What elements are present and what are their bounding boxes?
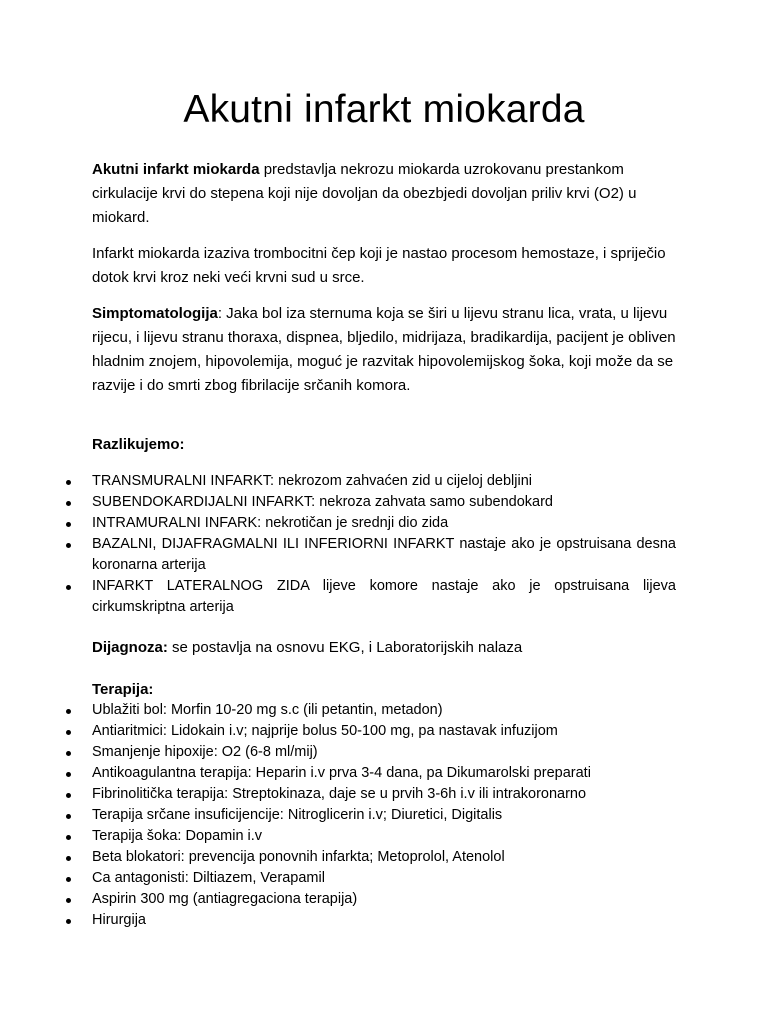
list-item: [0, 700, 676, 721]
bullet-icon: [66, 814, 71, 819]
list-item: [0, 784, 676, 805]
bullet-icon: [66, 501, 71, 506]
list-item: [0, 847, 676, 868]
bullet-icon: [66, 835, 71, 840]
symptoms-paragraph: [92, 302, 682, 398]
bullet-icon: [66, 877, 71, 882]
hemostasis-paragraph: Infarkt miokarda izaziva trombocitni čep koji je nastao procesom hemostaze, i spriječio dotok krvi kroz neki veći krvni sud u srce.: [92, 245, 666, 286]
bullet-icon: [66, 480, 71, 485]
list-item-text: Hirurgija: [92, 912, 146, 928]
bullet-icon: [66, 585, 71, 590]
intro-paragraph: [92, 158, 682, 230]
list-item-text: SUBENDOKARDIJALNI INFARKT: nekroza zahvata samo subendokard: [92, 494, 553, 510]
list-item: [0, 471, 676, 492]
diagnosis-label: Dijagnoza:: [92, 639, 168, 656]
symptoms-label: Simptomatologija: [92, 305, 218, 322]
list-item-text: Smanjenje hipoxije: O2 (6-8 ml/mij): [92, 744, 318, 760]
list-item-text: Fibrinolitička terapija: Streptokinaza, daje se u prvih 3-6h i.v ili intrakoronarno: [92, 786, 587, 802]
list-item: [0, 742, 676, 763]
list-item: [0, 721, 676, 742]
diagnosis-line: [92, 639, 522, 656]
list-item: [0, 513, 676, 534]
therapy-list: [0, 700, 768, 931]
list-item-text: BAZALNI, DIJAFRAGMALNI ILI INFERIORNI INFARKT nastaje ako je opstruisana desna koronarna arterija: [92, 536, 676, 573]
intro-term: Akutni infarkt miokarda: [92, 161, 260, 178]
therapy-heading: Terapija:: [92, 681, 154, 698]
list-item: [0, 868, 676, 889]
bullet-icon: [66, 543, 71, 548]
list-item: [0, 910, 676, 931]
list-item: [0, 763, 676, 784]
bullet-icon: [66, 772, 71, 777]
bullet-icon: [66, 793, 71, 798]
diagnosis-text: se postavlja na osnovu EKG, i Laboratorijskih nalaza: [167, 639, 523, 656]
list-item-text: Aspirin 300 mg (antiagregaciona terapija): [92, 891, 358, 907]
bullet-icon: [66, 709, 71, 714]
list-item: [0, 826, 676, 847]
infarct-types-list: [0, 471, 768, 618]
intro-text: predstavlja nekrozu miokarda uzrokovanu prestankom cirkulacije krvi do stepena koji nije dovoljan da obezbjedi dovoljan priliv krvi (O2) u miokard.: [92, 161, 637, 226]
bullet-icon: [66, 919, 71, 924]
list-item: [0, 805, 676, 826]
list-item-text: INFARKT LATERALNOG ZIDA lijeve komore nastaje ako je opstruisana lijeva cirkumskriptna arterija: [92, 578, 676, 615]
list-item: [0, 534, 676, 576]
list-item-text: Antiaritmici: Lidokain i.v; najprije bolus 50-100 mg, pa nastavak infuzijom: [92, 723, 558, 739]
list-item-text: Terapija srčane insuficijencije: Nitroglicerin i.v; Diuretici, Digitalis: [92, 807, 503, 823]
bullet-icon: [66, 751, 71, 756]
list-item: [0, 492, 676, 513]
list-item-text: TRANSMURALNI INFARKT: nekrozom zahvaćen zid u cijeloj debljini: [92, 473, 532, 489]
bullet-icon: [66, 856, 71, 861]
page-title: Akutni infarkt miokarda: [183, 88, 585, 131]
list-item-text: Terapija šoka: Dopamin i.v: [92, 828, 263, 844]
list-item-text: Beta blokatori: prevencija ponovnih infarkta; Metoprolol, Atenolol: [92, 849, 505, 865]
types-heading: Razlikujemo:: [92, 436, 185, 453]
list-item-text: Ublažiti bol: Morfin 10-20 mg s.c (ili petantin, metadon): [92, 702, 443, 718]
symptoms-text: : Jaka bol iza sternuma koja se širi u lijevu stranu lica, vrata, u lijevu rijecu, i lijevu stranu thoraxa, dispnea, bljedilo, midrijaza, bradikardija, pacijent je obliven hladnim znojem, hipovolemija, moguć je razvitak hipovolemijskog šoka, koji može da se razvije i do smrti zbog fibrilacije srčanih komora.: [92, 305, 676, 394]
list-item-text: INTRAMURALNI INFARK: nekrotičan je srednji dio zida: [92, 515, 449, 531]
list-item-text: Antikoagulantna terapija: Heparin i.v prva 3-4 dana, pa Dikumarolski preparati: [92, 765, 591, 781]
bullet-icon: [66, 522, 71, 527]
list-item: [0, 576, 676, 618]
list-item-text: Ca antagonisti: Diltiazem, Verapamil: [92, 870, 325, 886]
bullet-icon: [66, 898, 71, 903]
list-item: [0, 889, 676, 910]
bullet-icon: [66, 730, 71, 735]
